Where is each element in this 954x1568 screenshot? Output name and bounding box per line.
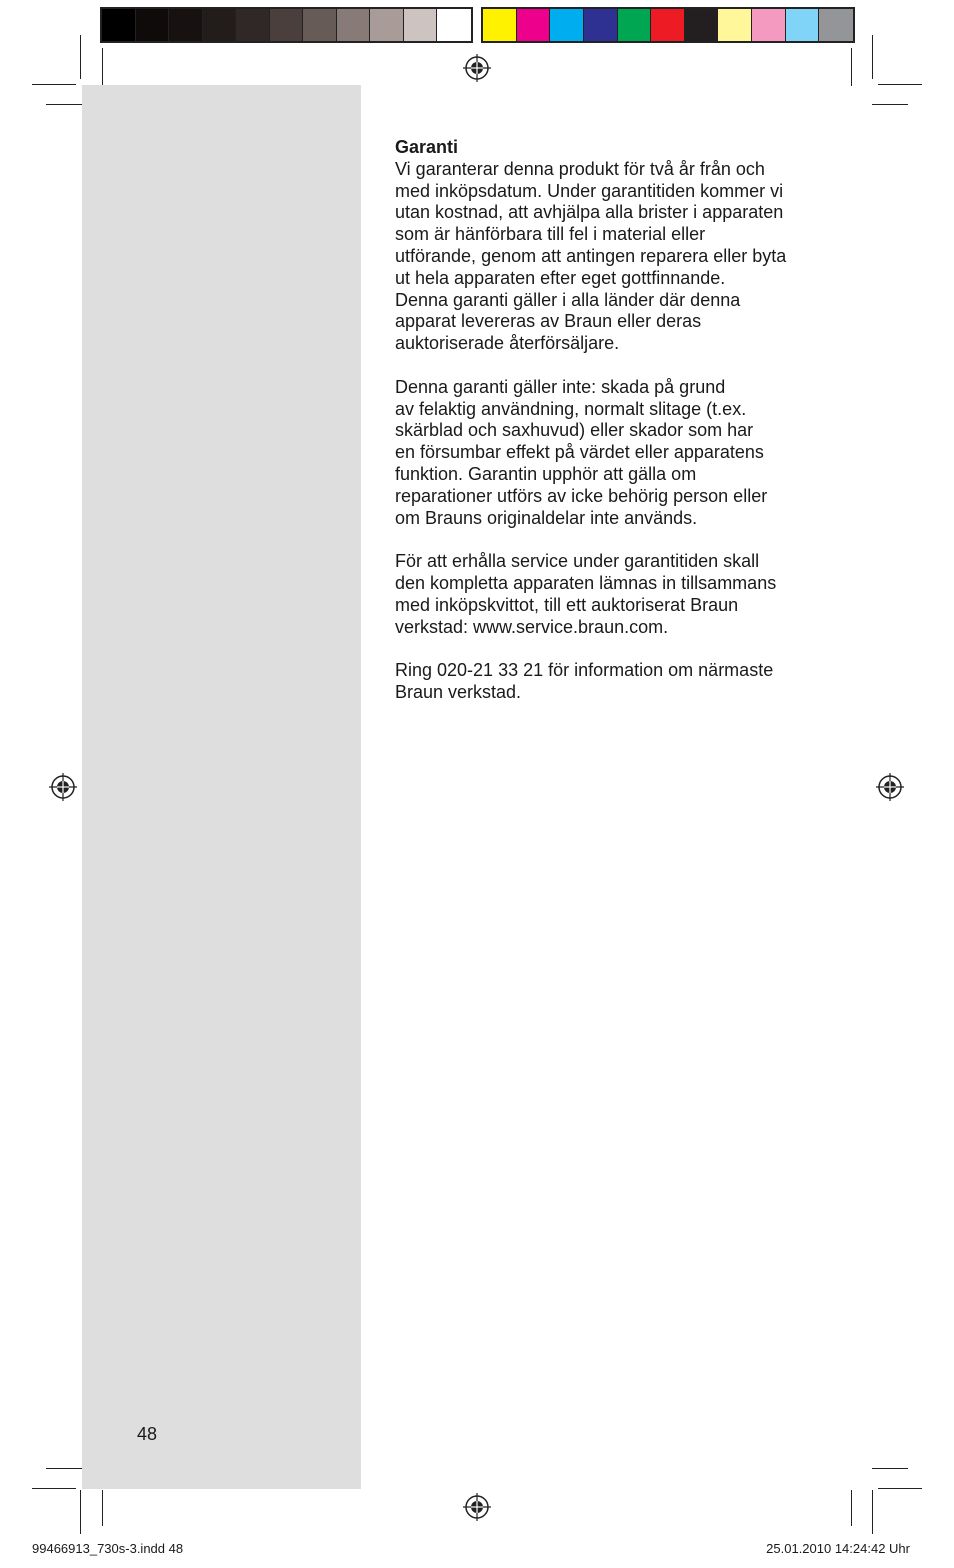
- registration-mark-left: [49, 773, 77, 801]
- registration-mark-right: [876, 773, 904, 801]
- crop-mark: [80, 35, 81, 79]
- color-swatch: [236, 9, 270, 41]
- crop-mark: [872, 1490, 873, 1534]
- color-swatch: [786, 9, 820, 41]
- warranty-section: [395, 137, 825, 726]
- crop-mark: [878, 1488, 922, 1489]
- crop-mark: [80, 1490, 81, 1534]
- paragraph: Vi garanterar denna produkt för två år från och med inköpsdatum. Under garantitiden kommer vi utan kostnad, att avhjälpa alla brister i apparaten som är hänförbara till fel i material eller utförande, genom att antingen reparera eller byta ut hela apparaten efter eget gottfinnande. Denna garanti gäller i alla länder där denna apparat levereras av Braun eller deras auktoriserade återförsäljare.: [395, 158, 787, 354]
- color-swatch: [618, 9, 652, 41]
- crop-mark: [851, 48, 852, 86]
- color-swatch: [483, 9, 517, 41]
- crop-mark: [872, 1468, 908, 1469]
- slug-file-info: 99466913_730s-3.indd 48: [32, 1541, 184, 1556]
- crop-mark: [878, 84, 922, 85]
- paragraph: Ring 020-21 33 21 för information om närmaste Braun verkstad.: [395, 660, 774, 702]
- color-swatch: [437, 9, 471, 41]
- color-calibration-bar-grays: [100, 7, 473, 43]
- crop-mark: [872, 35, 873, 79]
- color-swatch: [584, 9, 618, 41]
- color-swatch: [651, 9, 685, 41]
- color-swatch: [752, 9, 786, 41]
- color-swatch: [303, 9, 337, 41]
- crop-mark: [46, 104, 82, 105]
- color-swatch: [718, 9, 752, 41]
- color-swatch: [819, 9, 853, 41]
- color-swatch: [517, 9, 551, 41]
- crop-mark: [851, 1490, 852, 1526]
- crop-mark: [102, 48, 103, 86]
- paragraph: För att erhålla service under garantitiden skall den kompletta apparaten lämnas in tillsammans med inköpskvittot, till ett auktoriserat Braun verkstad: www.service.braun.com.: [395, 551, 777, 637]
- crop-mark: [872, 104, 908, 105]
- color-swatch: [169, 9, 203, 41]
- crop-mark: [32, 84, 76, 85]
- color-swatch: [136, 9, 170, 41]
- color-calibration-bar-colors: [481, 7, 855, 43]
- color-swatch: [203, 9, 237, 41]
- color-swatch: [685, 9, 719, 41]
- section-heading: Garanti: [395, 137, 459, 157]
- crop-mark: [46, 1468, 82, 1469]
- color-swatch: [102, 9, 136, 41]
- color-swatch: [370, 9, 404, 41]
- crop-mark: [32, 1488, 76, 1489]
- crop-mark: [102, 1490, 103, 1526]
- color-swatch: [550, 9, 584, 41]
- paragraph: Denna garanti gäller inte: skada på grund av felaktig användning, normalt slitage (t.ex. skärblad och saxhuvud) eller skador som har en försumbar effekt på värdet eller apparatens funktion. Garantin upphör att gälla om reparationer utförs av icke behörig person eller om Brauns originaldelar inte används.: [395, 376, 768, 528]
- registration-mark-bottom: [463, 1493, 491, 1521]
- page-number: 48: [137, 1424, 158, 1444]
- slug-timestamp: 25.01.2010 14:24:42 Uhr: [766, 1541, 910, 1556]
- color-swatch: [337, 9, 371, 41]
- registration-mark-top: [463, 54, 491, 82]
- color-swatch: [404, 9, 438, 41]
- gray-side-panel: [82, 85, 361, 1489]
- color-swatch: [270, 9, 304, 41]
